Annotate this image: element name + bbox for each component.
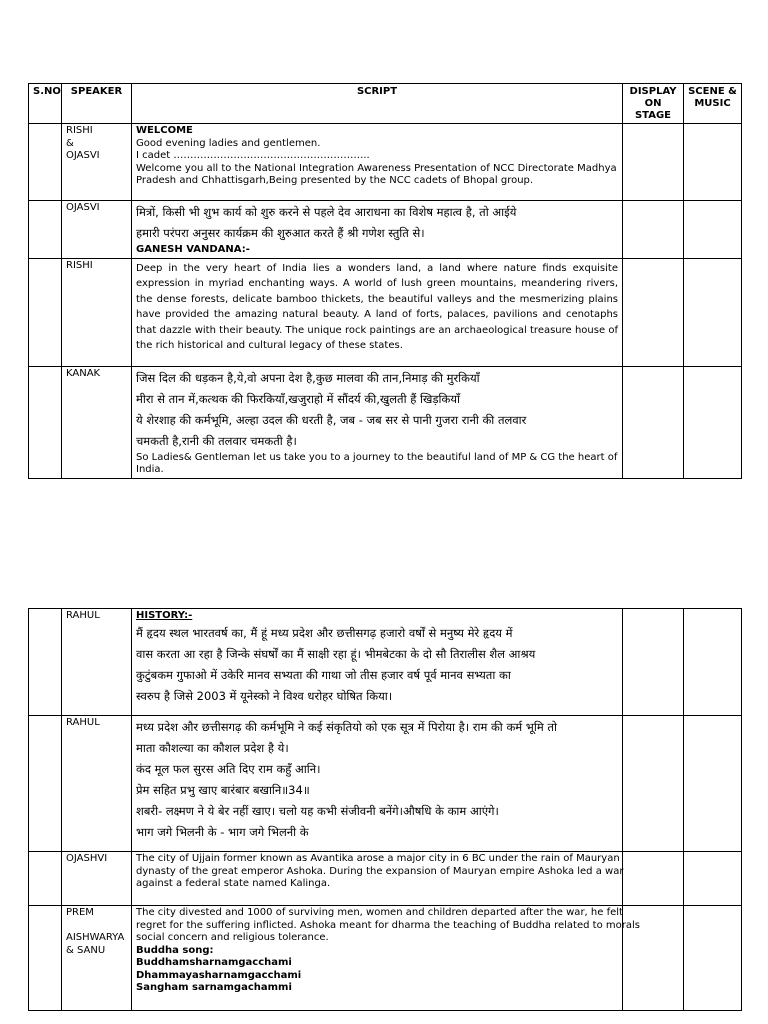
scene-music-cell <box>684 366 742 478</box>
speaker-cell <box>62 366 132 478</box>
script-line: Buddhamsharnamgacchami <box>136 957 292 968</box>
script-cell <box>132 124 623 201</box>
script-line: Good evening ladies and gentlemen. <box>136 137 321 149</box>
speaker-cell <box>62 258 132 366</box>
script-line: Pradesh and Chhattisgarh,Being presented by the NCC cadets of Bhopal group. <box>136 175 534 186</box>
speaker-cell <box>62 852 132 906</box>
speaker-name: KANAK <box>66 367 101 379</box>
speaker-cell <box>62 609 132 716</box>
script-cell <box>132 852 623 906</box>
script-line: मध्य प्रदेश और छत्तीसगढ़ की कर्मभूमि ने कई संकृतियो को एक सूत्र में पिरोया है। राम की कर्म भूमि तो <box>136 720 557 734</box>
script-line: Sangham sarnamgachammi <box>136 982 292 993</box>
script-row <box>29 201 742 259</box>
script-line: Buddha song: <box>136 944 214 956</box>
script-line: कंद मूल फल सुरस अति दिए राम कहुँ आनि। <box>136 762 321 776</box>
speaker-name: & <box>66 137 74 149</box>
script-line: I cadet ………………………………………………….. <box>136 150 370 161</box>
script-line: So Ladies& Gentleman let us take you to a journey to the beautiful land of MP & CG the heart of <box>136 451 618 463</box>
script-line: ये शेरशाह की कर्मभूमि, अल्हा उदल की धरती है, जब - जब सर से पानी गुजरा रानी की तलवार <box>136 412 527 427</box>
script-line: against a federal state named Kalinga. <box>136 878 331 889</box>
speaker-name: OJASVI <box>66 202 100 213</box>
sno-cell <box>29 906 62 1011</box>
script-line: मित्रों, किसी भी शुभ कार्य को शुरु करने से पहले देव आराधना का विशेष महात्व है, तो आईये <box>136 205 517 219</box>
sno-cell <box>29 609 62 716</box>
script-line: माता कौशल्या का कौशल प्रदेश है ये। <box>136 741 289 755</box>
script-row <box>29 906 742 1011</box>
script-line: मीरा से तान में,कत्थक की फिरकियाँ,खजुराहो में सौंदर्य की,खुलती हैं खिड़कियाँ <box>136 391 461 406</box>
speaker-name: OJASHVI <box>66 853 108 864</box>
speaker-cell <box>62 201 132 259</box>
display-on-stage-cell <box>623 124 684 201</box>
speaker-name: RISHI <box>66 259 93 271</box>
script-line: स्वरुप है जिसे 2003 में यूनेस्को ने विश्व धरोहर घोषित किया। <box>136 688 393 703</box>
header-row <box>29 84 742 124</box>
script-line: dynasty of the great emperor Ashoka. During the expansion of Mauryan empire Ashoka led a war <box>136 865 624 877</box>
scene-music-cell <box>684 124 742 201</box>
script-cell <box>132 201 623 259</box>
speaker-name: PREM <box>66 907 94 918</box>
speaker-name: RAHUL <box>66 610 100 621</box>
script-line: India. <box>136 464 164 475</box>
speaker-name: RISHI <box>66 125 93 136</box>
display-on-stage-cell <box>623 716 684 852</box>
script-cell <box>132 716 623 852</box>
script-table-1 <box>28 83 742 479</box>
scene-music-cell <box>684 258 742 366</box>
header-sno: S.NO <box>29 84 62 124</box>
script-table-2 <box>28 608 742 1011</box>
script-line: प्रेम सहित प्रभु खाए बारंबार बखानि॥34॥ <box>136 783 310 797</box>
speaker-cell <box>62 716 132 852</box>
sno-cell <box>29 258 62 366</box>
script-line: भाग जगे भिलनी के - भाग जगे भिलनी के <box>136 825 309 839</box>
header-scene-music: SCENE & MUSIC <box>684 84 742 124</box>
script-line: Dhammayasharnamgacchami <box>136 969 302 981</box>
script-cell <box>132 609 623 716</box>
script-row <box>29 366 742 478</box>
speaker-name: & SANU <box>66 944 106 956</box>
script-row <box>29 609 742 716</box>
header-display-on-stage: DISPLAY ON STAGE <box>623 84 684 124</box>
scene-music-cell <box>684 609 742 716</box>
speaker-name: OJASVI <box>66 150 100 161</box>
scene-music-cell <box>684 906 742 1011</box>
sno-cell <box>29 852 62 906</box>
header-speaker: SPEAKER <box>62 84 132 124</box>
script-row <box>29 124 742 201</box>
script-row <box>29 852 742 906</box>
script-line: कुटुंबकम गुफाओ में उकेरि मानव सभ्यता की गाथा जो तीस हजार वर्ष पूर्व मानव सभ्यता का <box>136 667 511 682</box>
script-cell <box>132 258 623 366</box>
script-line: हमारी परंपरा अनुसर कार्यक्रम की शुरुआत करते हैं श्री गणेश स्तुति से। <box>136 226 425 240</box>
script-line: social concern and religious tolerance. <box>136 932 329 943</box>
script-row <box>29 258 742 366</box>
script-line: जिस दिल की धड़कन है,ये,वो अपना देश है,कुछ मालवा की तान,निमाड़ की मुरकियाँ <box>136 370 480 385</box>
sno-cell <box>29 201 62 259</box>
script-line: GANESH VANDANA:- <box>136 244 250 255</box>
script-line: मैं हृदय स्थल भारतवर्ष का, मैं हूं मध्य प्रदेश और छत्तीसगढ़ हजारो वर्षों से मनुष्य मेरे हृदय में <box>136 625 513 640</box>
speaker-name: RAHUL <box>66 717 100 728</box>
script-line: शबरी- लक्ष्मण ने ये बेर नहीं खाए। चलो यह कभी संजीवनी बनेंगे।औषधि के काम आएंगे। <box>136 804 499 818</box>
sno-cell <box>29 716 62 852</box>
sno-cell <box>29 124 62 201</box>
script-line: WELCOME <box>136 125 193 136</box>
script-paragraph: Deep in the very heart of India lies a wonders land, a land where nature finds exquisite expression in myriad enchanting ways. A world of lush green mountains, meandering rivers, the dense forests, delicate bamboo thickets, the beautiful valleys and the mesmerizing plains have provided the amazing natural beauty. A land of forts, palaces, pavilions and cenotaphs that dazzle with their beauty. The unique rock paintings are an archaeological treasure house of the rich historical and cultural legacy of these states. <box>136 262 618 351</box>
display-on-stage-cell <box>623 366 684 478</box>
header-script: SCRIPT <box>132 84 623 124</box>
scene-music-cell <box>684 201 742 259</box>
script-cell <box>132 906 640 1011</box>
display-on-stage-cell <box>623 609 684 716</box>
sno-cell <box>29 366 62 478</box>
scene-music-cell <box>684 716 742 852</box>
script-line: चमकती है,रानी की तलवार चमकती है। <box>136 433 297 448</box>
script-line: Welcome you all to the National Integration Awareness Presentation of NCC Directorate Madhya <box>136 162 617 174</box>
script-cell <box>132 366 623 478</box>
speaker-cell <box>62 906 132 1011</box>
speaker-name <box>66 920 127 933</box>
display-on-stage-cell <box>623 201 684 259</box>
display-on-stage-cell <box>623 852 684 906</box>
script-line: HISTORY:- <box>136 610 193 621</box>
script-line: वास करता आ रहा है जिन्के संघर्षों का मैं साक्षी रहा हूं। भीमबेटका के दो सौ तिरालीस शैल आश्रय <box>136 646 536 661</box>
script-line: regret for the suffering inflicted. Ashoka meant for dharma the teaching of Buddha related to morals <box>136 919 640 931</box>
speaker-cell <box>62 124 132 201</box>
script-row <box>29 716 742 852</box>
speaker-name: AISHWARYA <box>66 932 125 943</box>
display-on-stage-cell <box>623 258 684 366</box>
script-line: The city of Ujjain former known as Avantika arose a major city in 6 BC under the rain of Mauryan <box>136 853 620 864</box>
script-line: The city divested and 1000 of surviving men, women and children departed after the war, he felt <box>136 907 623 918</box>
scene-music-cell <box>684 852 742 906</box>
